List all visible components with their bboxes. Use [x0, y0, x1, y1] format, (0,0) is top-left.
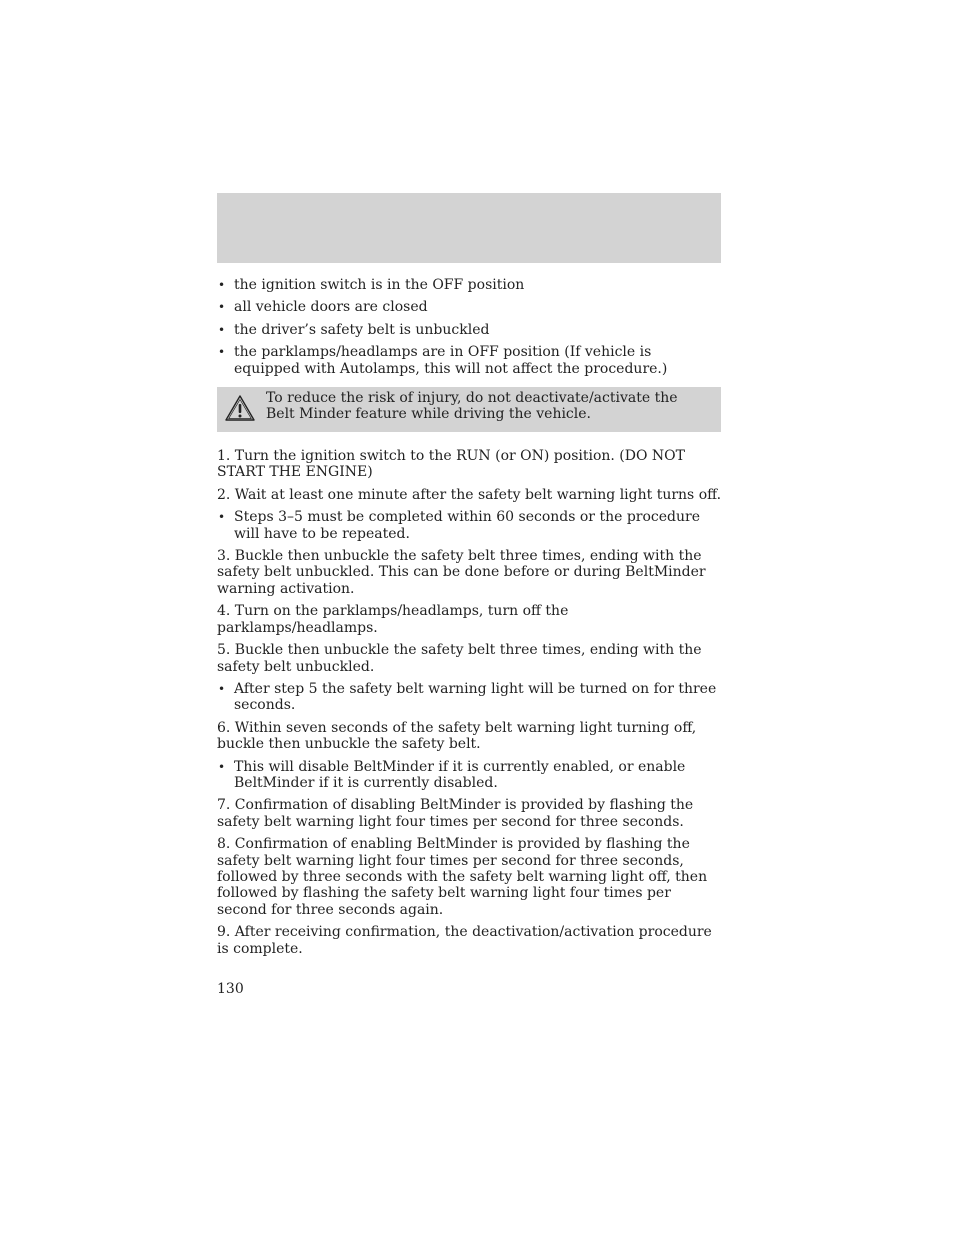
condition-item: [217, 277, 721, 293]
bullet-icon: •: [218, 759, 226, 774]
step-3: 3. Buckle then unbuckle the safety belt three times, ending with the safety belt unbuckled. This can be done before or during BeltMinder warning activation.: [217, 548, 706, 597]
step-2: 2. Wait at least one minute after the safety belt warning light turns off.: [217, 486, 722, 503]
condition-text: the driver’s safety belt is unbuckled: [234, 321, 490, 338]
condition-text: all vehicle doors are closed: [234, 299, 428, 316]
step-7: 7. Confirmation of disabling BeltMinder is provided by flashing the safety belt warning light four times per second for three seconds.: [217, 797, 694, 830]
bullet-icon: •: [218, 510, 226, 525]
note-text: After step 5 the safety belt warning light will be turned on for three seconds.: [234, 680, 717, 714]
condition-item: [217, 299, 721, 315]
note-item: [217, 681, 721, 714]
warning-text: To reduce the risk of injury, do not deactivate/activate the Belt Minder feature while driving the vehicle.: [266, 390, 678, 423]
condition-item: [217, 322, 721, 338]
condition-item: [217, 344, 721, 377]
bullet-icon: •: [218, 681, 226, 696]
note-item: [217, 759, 721, 792]
section-header-band: [217, 193, 721, 263]
warning-box: [217, 387, 721, 432]
bullet-icon: •: [218, 322, 226, 337]
step-9: 9. After receiving confirmation, the deactivation/activation procedure is complete.: [217, 924, 712, 957]
step-1: 1. Turn the ignition switch to the RUN (or ON) position. (DO NOT START THE ENGINE): [217, 448, 685, 481]
note-item: [217, 509, 721, 542]
page-content: [217, 277, 721, 963]
step-6: 6. Within seven seconds of the safety belt warning light turning off, buckle then unbuckle the safety belt.: [217, 719, 697, 753]
condition-text: the parklamps/headlamps are in OFF position (If vehicle is equipped with Autolamps, this will not affect the procedure.): [234, 344, 668, 377]
note-text: This will disable BeltMinder if it is currently enabled, or enable BeltMinder if it is currently disabled.: [234, 758, 686, 791]
step-5: 5. Buckle then unbuckle the safety belt three times, ending with the safety belt unbuckled.: [217, 642, 702, 675]
step-4: 4. Turn on the parklamps/headlamps, turn off the parklamps/headlamps.: [217, 603, 569, 636]
note-text: Steps 3–5 must be completed within 60 seconds or the procedure will have to be repeated.: [234, 509, 700, 542]
bullet-icon: •: [218, 345, 226, 360]
bullet-icon: •: [218, 300, 226, 315]
page-number: 130: [217, 981, 244, 997]
step-8: 8. Confirmation of enabling BeltMinder is provided by flashing the safety belt warning light four times per second for three seconds, followed by three seconds with the safety belt warning light off, then followed by flashing the safety belt warning light four times per second for three seconds again.: [217, 836, 708, 918]
bullet-icon: •: [218, 278, 226, 292]
condition-text: the ignition switch is in the OFF position: [234, 277, 525, 293]
warning-triangle-icon: [224, 394, 256, 422]
